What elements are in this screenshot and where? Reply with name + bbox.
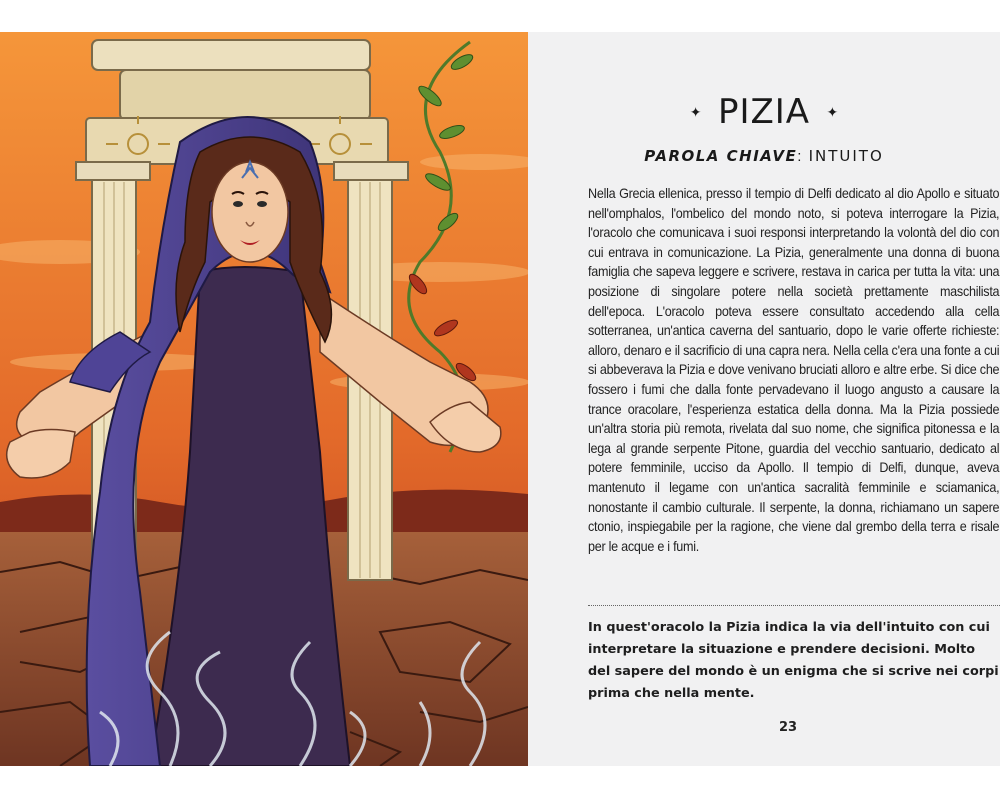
dotted-divider [588,605,1000,606]
text-page [528,32,1000,766]
ornament-star-icon: ✦ [689,103,702,120]
keyword-value: INTUITO [808,147,884,165]
keyword-line [528,147,1000,165]
pizia-illustration [0,32,528,766]
keyword-separator: : [797,148,803,165]
oracle-artwork [0,32,528,766]
page-title: PIZIA [717,92,811,132]
oracle-face [212,162,288,262]
page-number: 23 [778,720,798,735]
title-row [528,92,1000,132]
body-paragraph: Nella Grecia ellenica, presso il tempio di Delfi dedicato al dio Apollo e situato nell'omphalos, l'ombelico del mondo noto, si poteva interrogare la Pizia, l'oracolo che comunicava i suoi responsi interpretando la volontà del dio con cui entrava in comunicazione. La Pizia, generalmente una donna di buona famiglia che sapeva leggere e scrivere, restava in carica per tutta la vita: una posizione di singolare potere nella società prettamente maschilista dell'epoca. L'oracolo poteva essere consultato accedendo alla cella sotterranea, un'antica caverna del santuario, dopo le varie offerte richieste: alloro, denaro e il sacrificio di una capra nera. Nella cella c'era una fonte a cui si abbeverava la Pizia e dove venivano bruciati alloro e altre erbe. Si dice che fossero i fumi che dalla fonte pervadevano il luogo angusto a causare la trance oracolare, l'esperienza estatica della donna. Ma la Pizia possiede un'altra storia più remota, rivelata dal suo nome, che significa pitonessa e la lega al grande serpente Pitone, guardia del vecchio santuario, dedicato al potere femminile, ucciso da Apollo. Il tempio di Delfi, dunque, aveva mantenuto il legame con un'antica sacralità femminile e sciamanica, nonostante il cambio culturale. Il serpente, la donna, richiamano un sapere ctonio, inspiegabile per la ragione, che viene dal grembo della terra e risale per le acque e i fumi. [588,185,1000,554]
ornament-star-icon: ✦ [826,103,839,120]
summary-paragraph: In quest'oracolo la Pizia indica la via dell'intuito con cui interpretare la situazione e prendere decisioni. Molto del sapere del mondo è un enigma che si scrive nei corpi prima che nella mente. [588,620,999,701]
book-spread [0,32,1000,766]
keyword-label: PAROLA CHIAVE [644,147,798,165]
